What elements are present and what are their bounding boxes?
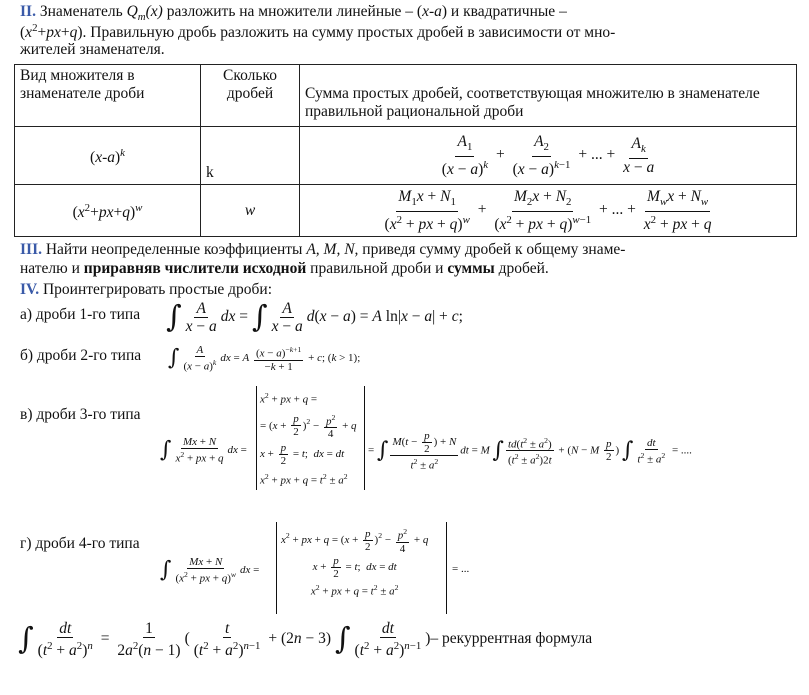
header-count: Сколько дробей <box>201 65 300 127</box>
row2-count: w <box>201 185 300 237</box>
type-2-formula: ∫ $\frac{A}{(x - a)^k}$ dx = A $\frac{(x - a)^{-k+1}}{-k + 1}$ + c; (k > 1); <box>168 344 361 373</box>
row1-count: k <box>201 127 300 185</box>
type-1-formula: ∫ $\frac{A}{x - a}$ dx = ∫ $\frac{A}{x - a}$ d(x − a) = A ln|x − a| + c; <box>166 299 463 335</box>
row1-sum: $\frac{A_1}{(x - a)^k}$ + $\frac{A_2}{(x - a)^{k-1}}$ + ... + $\frac{A_k}{x - a}$ <box>300 127 797 185</box>
type-3-substitution: $x^2$ + px + q = = (x + $\frac{p}{2}$ )$^2$ − $\frac{p^2}{4}$ + q x + $\frac{p}{2}$ = t; dx = dt $x^2$ + px + $q = t^2 \pm a^2$ <box>260 391 357 487</box>
type-2-label: б) дроби 2-го типа <box>20 347 142 364</box>
substitution-bar-left <box>276 522 277 614</box>
section-number: IV. <box>20 281 40 298</box>
section-3-line-1: III. Найти неопределенные коэффициенты A, M, N, приведя сумму дробей к общему знаме- <box>20 241 626 258</box>
type-4-integral: ∫ $\frac{Mx + N}{(x^2 + px + q)^w}$ dx = <box>160 556 260 585</box>
recurrent-formula: ∫ $\frac{dt}{(t^2 + a^2)^n}$ = $\frac{1}{2a^2(n - 1)}$ ( $\frac{t}{(t^2 + a^2)^{n-1}}$ + (2n − 3) ∫ $\frac{dt}{(t^2 + a^2)^{n-1}}$ )– рекуррентная формула <box>18 620 593 660</box>
row2-sum: $\frac{M_1x + N_1}{(x^2 + px + q)^w}$ + $\frac{M_2x + N_2}{(x^2 + px + q)^{w-1}}$ + ... + $\frac{M_wx + N_w}{x^2 + px + q}$ <box>300 185 797 237</box>
section-number: II. <box>20 3 36 20</box>
substitution-bar-right <box>364 386 365 490</box>
section-4-title: IV. Проинтегрировать простые дроби: <box>20 281 273 298</box>
type-3-result: = ∫ M(t − $\frac{p}{2}$ ) + N $t^2 \pm a^2$ dt = M ∫ $\frac{td(t^2 \pm a^2)}{(t^2 \pm a^2)2t}$ + (N − M $\frac{p}{2}$ ) ∫ $\frac{dt}{t^2 \pm a^2}$ = .... <box>368 430 692 472</box>
header-sum: Сумма простых дробей, соответствующая множителю в знаменателе правильной рациональной дроби <box>300 65 797 127</box>
section-3-line-2: нателю и приравняв числители исходной правильной дроби и суммы дробей. <box>20 260 549 277</box>
recurrent-label: – рекуррентная формула <box>430 630 593 648</box>
substitution-bar-right <box>446 522 447 614</box>
row1-factor: $(x-a)^k$ <box>15 127 201 185</box>
type-4-result: = ... <box>452 563 470 575</box>
substitution-bar-left <box>256 386 257 490</box>
type-4-label: г) дроби 4-го типа <box>20 535 140 552</box>
header-factor: Вид множителя в знаменателе дроби <box>15 65 201 127</box>
fraction-table <box>14 64 797 237</box>
row2-factor: $(x^2+px+q)^w$ <box>15 185 201 237</box>
type-3-label: в) дроби 3-го типа <box>20 406 141 423</box>
type-1-label: а) дроби 1-го типа <box>20 306 141 323</box>
section-2-line-3: жителей знаменателя. <box>20 41 165 58</box>
type-3-integral: ∫ $\frac{Mx + N}{x^2 + px + q}$ dx = <box>160 436 247 465</box>
section-number: III. <box>20 241 42 258</box>
section-2-line-2: $(x^2+px+q)$. Правильную дробь разложить на сумму простых дробей в зависимости от мно- <box>20 22 616 42</box>
type-4-substitution: $x^2$ + px + q = (x + $\frac{p}{2}$ )$^2$ − $\frac{p^2}{4}$ + q x + $\frac{p}{2}$ = t; dx = dt $x^2$ + px + $q = t^2 \pm a^2$ <box>281 527 429 598</box>
section-2-line-1: II. Знаменатель $Q_m(x)$ разложить на множители линейные – (x-a) и квадратичные – <box>20 3 567 24</box>
